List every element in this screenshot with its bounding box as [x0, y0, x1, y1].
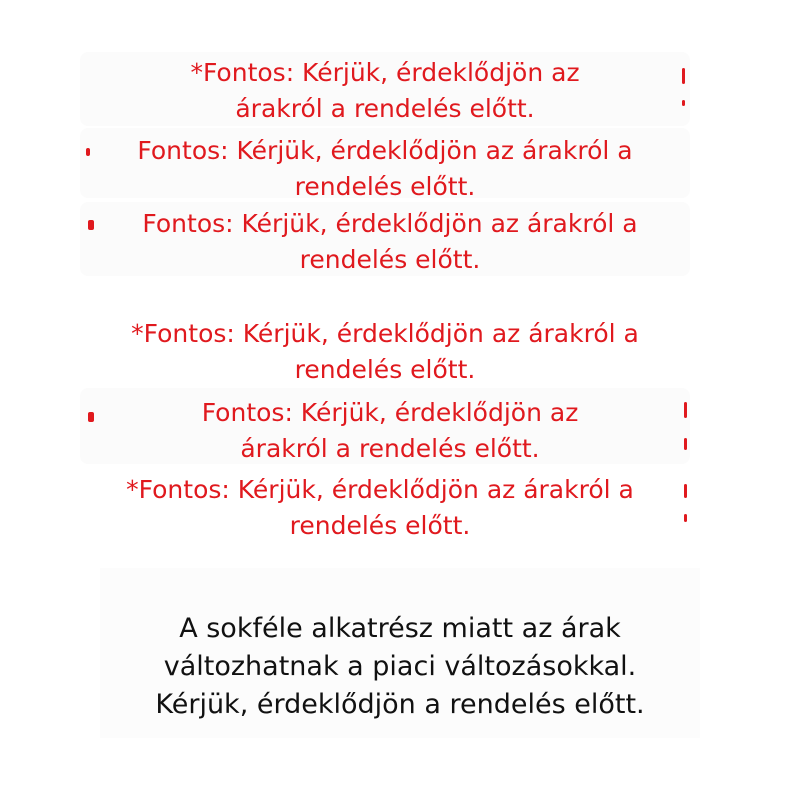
red-mark [684, 514, 687, 522]
red-mark [88, 412, 94, 422]
price-notice-line: rendelés előtt. [294, 355, 476, 384]
price-notice-line: rendelés előtt. [299, 245, 481, 274]
red-mark [682, 68, 685, 84]
red-mark [682, 100, 685, 106]
red-mark [88, 220, 94, 230]
price-notice [120, 55, 650, 127]
red-mark [684, 484, 687, 498]
price-notice [90, 316, 680, 388]
footer-line: változhatnak a piaci változásokkal. [163, 651, 637, 682]
price-notice [100, 206, 680, 278]
price-notice-line: *Fontos: Kérjük, érdeklődjön az [190, 58, 580, 87]
red-mark [684, 438, 687, 450]
price-notice-line: Fontos: Kérjük, érdeklődjön az árakról a [137, 136, 633, 165]
footer-message [100, 610, 700, 724]
price-notice-line: *Fontos: Kérjük, érdeklődjön az árakról a [131, 319, 639, 348]
price-notice-line: rendelés előtt. [289, 511, 471, 540]
price-notice-line: Fontos: Kérjük, érdeklődjön az [201, 398, 579, 427]
red-mark [684, 402, 687, 418]
price-notice-line: Fontos: Kérjük, érdeklődjön az árakról a [142, 209, 638, 238]
price-notice-line: árakról a rendelés előtt. [240, 434, 540, 463]
price-notice-line: árakról a rendelés előtt. [235, 94, 535, 123]
price-notice-line: rendelés előtt. [294, 172, 476, 201]
red-mark [86, 148, 90, 156]
price-notice-line: *Fontos: Kérjük, érdeklődjön az árakról a [126, 475, 634, 504]
price-notice [85, 472, 675, 544]
footer-line: A sokféle alkatrész miatt az árak [179, 613, 621, 644]
price-notice [100, 133, 670, 205]
footer-line: Kérjük, érdeklődjön a rendelés előtt. [155, 689, 645, 720]
price-notice [140, 395, 640, 467]
